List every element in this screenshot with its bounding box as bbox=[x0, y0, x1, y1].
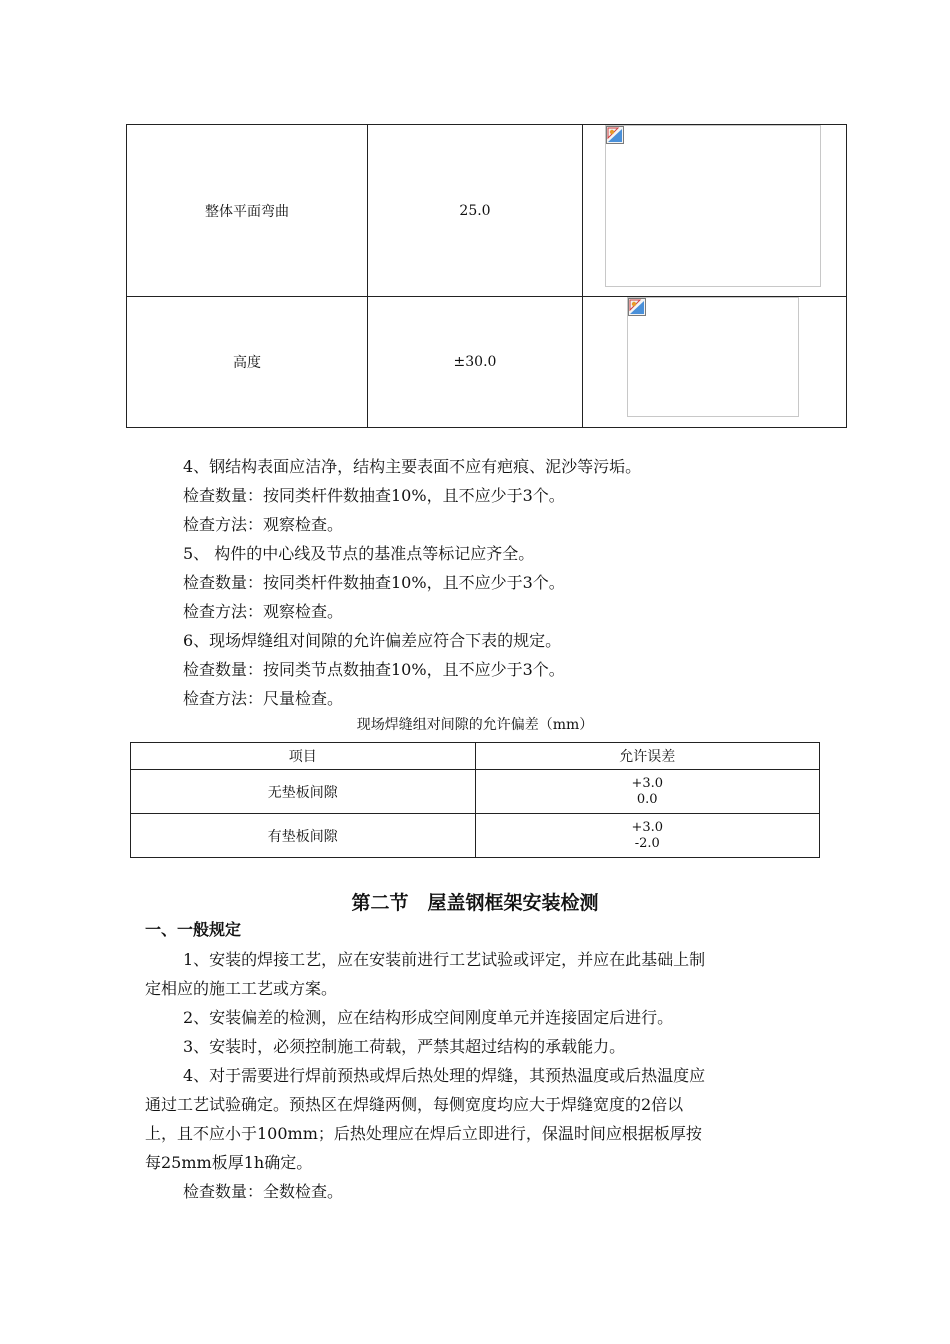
paragraph-line: 5、 构件的中心线及节点的基准点等标记应齐全。 bbox=[183, 544, 535, 563]
subsection-title: 一、一般规定 bbox=[145, 920, 242, 939]
paragraph-line: 2、安装偏差的检测，应在结构形成空间刚度单元并连接固定后进行。 bbox=[183, 1008, 674, 1027]
paragraph-line: 检查数量：按同类节点数抽查10%，且不应少于3个。 bbox=[183, 660, 565, 679]
paragraph-line: 检查数量：按同类杆件数抽查10%，且不应少于3个。 bbox=[183, 573, 565, 592]
value-cell: ±30.0 bbox=[368, 297, 583, 428]
table-row bbox=[131, 770, 820, 814]
tolerance-cell bbox=[475, 770, 820, 814]
diagram-cell bbox=[583, 297, 847, 428]
broken-image-placeholder bbox=[605, 125, 821, 287]
paragraph-line: 每25mm板厚1h确定。 bbox=[145, 1153, 313, 1172]
table-row bbox=[131, 814, 820, 858]
table-caption: 现场焊缝组对间隙的允许偏差（mm） bbox=[356, 717, 594, 733]
general-rules-paragraphs bbox=[145, 945, 810, 1206]
diagram-cell bbox=[583, 125, 847, 297]
broken-image-icon bbox=[628, 298, 646, 316]
weld-gap-table bbox=[130, 742, 820, 858]
item-cell: 高度 bbox=[127, 297, 368, 428]
tolerance-lower: -2.0 bbox=[634, 835, 660, 851]
paragraph-line: 1、安装的焊接工艺，应在安装前进行工艺试验或评定，并应在此基础上制 bbox=[183, 950, 706, 969]
deviation-table bbox=[126, 124, 847, 428]
item-cell: 有垫板间隙 bbox=[131, 814, 476, 858]
inspection-paragraphs bbox=[145, 452, 810, 713]
paragraph-line: 检查方法：观察检查。 bbox=[183, 515, 344, 534]
table-header-row bbox=[131, 743, 820, 770]
paragraph-line: 上，且不应小于100mm；后热处理应在焊后立即进行，保温时间应根据板厚按 bbox=[145, 1124, 702, 1143]
column-header: 项目 bbox=[131, 743, 476, 770]
item-cell: 整体平面弯曲 bbox=[127, 125, 368, 297]
paragraph-line: 6、现场焊缝组对间隙的允许偏差应符合下表的规定。 bbox=[183, 631, 562, 650]
value-cell: 25.0 bbox=[368, 125, 583, 297]
tolerance-lower: 0.0 bbox=[636, 791, 658, 807]
paragraph-line: 检查数量：按同类杆件数抽查10%，且不应少于3个。 bbox=[183, 486, 565, 505]
item-cell: 无垫板间隙 bbox=[131, 770, 476, 814]
tolerance-upper: +3.0 bbox=[631, 775, 664, 791]
table-row bbox=[127, 125, 847, 297]
section-title: 第二节 屋盖钢框架安装检测 bbox=[351, 892, 599, 914]
paragraph-line: 4、钢结构表面应洁净，结构主要表面不应有疤痕、泥沙等污垢。 bbox=[183, 457, 642, 476]
paragraph-line: 定相应的施工工艺或方案。 bbox=[145, 979, 338, 998]
table-row bbox=[127, 297, 847, 428]
paragraph-line: 4、对于需要进行焊前预热或焊后热处理的焊缝，其预热温度或后热温度应 bbox=[183, 1066, 706, 1085]
tolerance-cell bbox=[475, 814, 820, 858]
column-header: 允许误差 bbox=[475, 743, 820, 770]
paragraph-line: 检查数量：全数检查。 bbox=[183, 1182, 344, 1201]
paragraph-line: 通过工艺试验确定。预热区在焊缝两侧，每侧宽度均应大于焊缝宽度的2倍以 bbox=[145, 1095, 684, 1114]
paragraph-line: 检查方法：观察检查。 bbox=[183, 602, 344, 621]
tolerance-upper: +3.0 bbox=[631, 819, 664, 835]
broken-image-placeholder bbox=[627, 297, 799, 417]
broken-image-icon bbox=[606, 126, 624, 144]
paragraph-line: 检查方法：尺量检查。 bbox=[183, 689, 344, 708]
paragraph-line: 3、安装时，必须控制施工荷载，严禁其超过结构的承载能力。 bbox=[183, 1037, 626, 1056]
